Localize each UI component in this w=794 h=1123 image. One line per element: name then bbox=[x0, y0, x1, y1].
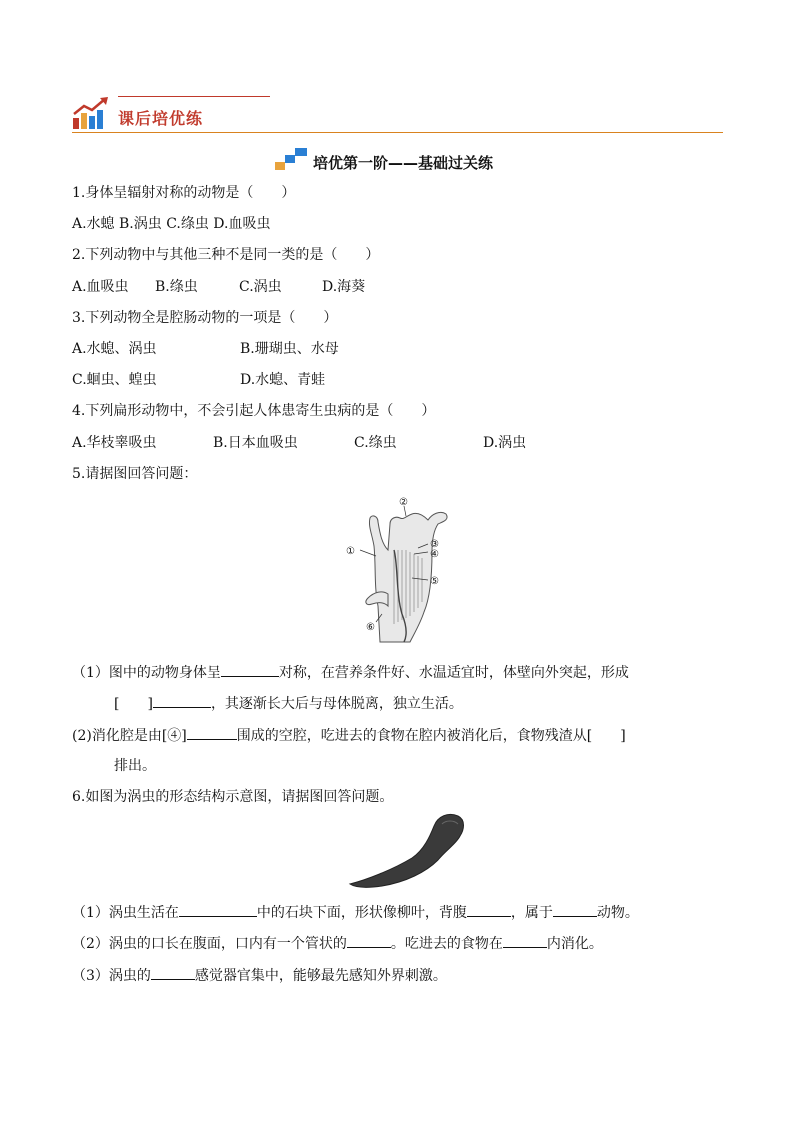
label-6: ⑥ bbox=[366, 622, 375, 633]
q5-part2-line2: 排出。 bbox=[114, 758, 156, 774]
q3-option-d: D.水螅、青蛙 bbox=[240, 372, 326, 388]
label-3: ③ bbox=[430, 539, 439, 550]
q3-option-a: A.水螅、涡虫 bbox=[72, 341, 157, 357]
q2-stem: 2.下列动物中与其他三种不是同一类的是（ ） bbox=[72, 247, 380, 263]
q4-option-c: C.绦虫 bbox=[354, 435, 397, 451]
answer-blank[interactable] bbox=[179, 902, 257, 917]
q3-option-b: B.珊瑚虫、水母 bbox=[240, 341, 339, 357]
label-5: ⑤ bbox=[430, 576, 439, 587]
header-divider bbox=[72, 132, 723, 133]
header-top-line bbox=[118, 96, 270, 97]
q2-option-b: B.绦虫 bbox=[155, 279, 198, 295]
label-2: ② bbox=[399, 497, 408, 508]
answer-blank[interactable] bbox=[151, 965, 195, 980]
q1-options: A.水螅 B.涡虫 C.绦虫 D.血吸虫 bbox=[72, 216, 271, 232]
q4-stem: 4.下列扁形动物中，不会引起人体患寄生虫病的是（ ） bbox=[72, 403, 436, 419]
q4-option-a: A.华枝睾吸虫 bbox=[72, 435, 157, 451]
growth-chart-icon bbox=[72, 96, 110, 130]
q6-part1: （1）涡虫生活在 中的石块下面，形状像柳叶，背腹 ，属于 动物。 bbox=[72, 902, 639, 923]
answer-blank[interactable] bbox=[553, 902, 597, 917]
page-header bbox=[72, 96, 723, 138]
planarian-figure bbox=[346, 810, 468, 890]
q5-stem: 5.请据图回答问题： bbox=[72, 466, 198, 482]
label-1: ① bbox=[346, 546, 355, 557]
section-title: 培优第一阶——基础过关练 bbox=[313, 154, 494, 172]
section-heading bbox=[0, 148, 794, 178]
q2-option-d: D.海葵 bbox=[322, 279, 366, 295]
q5-part1-line2: [ ] ，其逐渐长大后与母体脱离，独立生活。 bbox=[114, 693, 463, 714]
q4-option-b: B.日本血吸虫 bbox=[213, 435, 298, 451]
q1-stem: 1.身体呈辐射对称的动物是（ ） bbox=[72, 185, 296, 201]
q3-option-c: C.蛔虫、蝗虫 bbox=[72, 372, 157, 388]
q3-stem: 3.下列动物全是腔肠动物的一项是（ ） bbox=[72, 310, 338, 326]
answer-blank[interactable] bbox=[503, 933, 547, 948]
q2-option-a: A.血吸虫 bbox=[72, 279, 129, 295]
q6-part2: （2）涡虫的口长在腹面，口内有一个管状的 。吃进去的食物在 内消化。 bbox=[72, 933, 603, 954]
q6-part3: （3）涡虫的 感觉器官集中，能够最先感知外界刺激。 bbox=[72, 965, 447, 986]
q5-part1-line1: （1）图中的动物身体呈 对称，在营养条件好、水温适宜时，体壁向外突起，形成 bbox=[72, 662, 629, 683]
answer-blank[interactable] bbox=[153, 693, 211, 708]
label-4: ④ bbox=[430, 549, 439, 560]
q4-option-d: D.涡虫 bbox=[483, 435, 527, 451]
hydra-figure bbox=[338, 494, 458, 652]
answer-blank[interactable] bbox=[467, 902, 511, 917]
header-title: 课后培优练 bbox=[118, 109, 204, 128]
steps-icon bbox=[275, 148, 309, 170]
q5-part2-line1: (2)消化腔是由[④] 围成的空腔，吃进去的食物在腔内被消化后，食物残渣从[ ] bbox=[72, 725, 626, 746]
answer-blank[interactable] bbox=[347, 933, 391, 948]
answer-blank[interactable] bbox=[221, 662, 279, 677]
answer-blank[interactable] bbox=[187, 725, 237, 740]
q6-stem: 6.如图为涡虫的形态结构示意图，请据图回答问题。 bbox=[72, 789, 394, 805]
q2-option-c: C.涡虫 bbox=[239, 279, 282, 295]
